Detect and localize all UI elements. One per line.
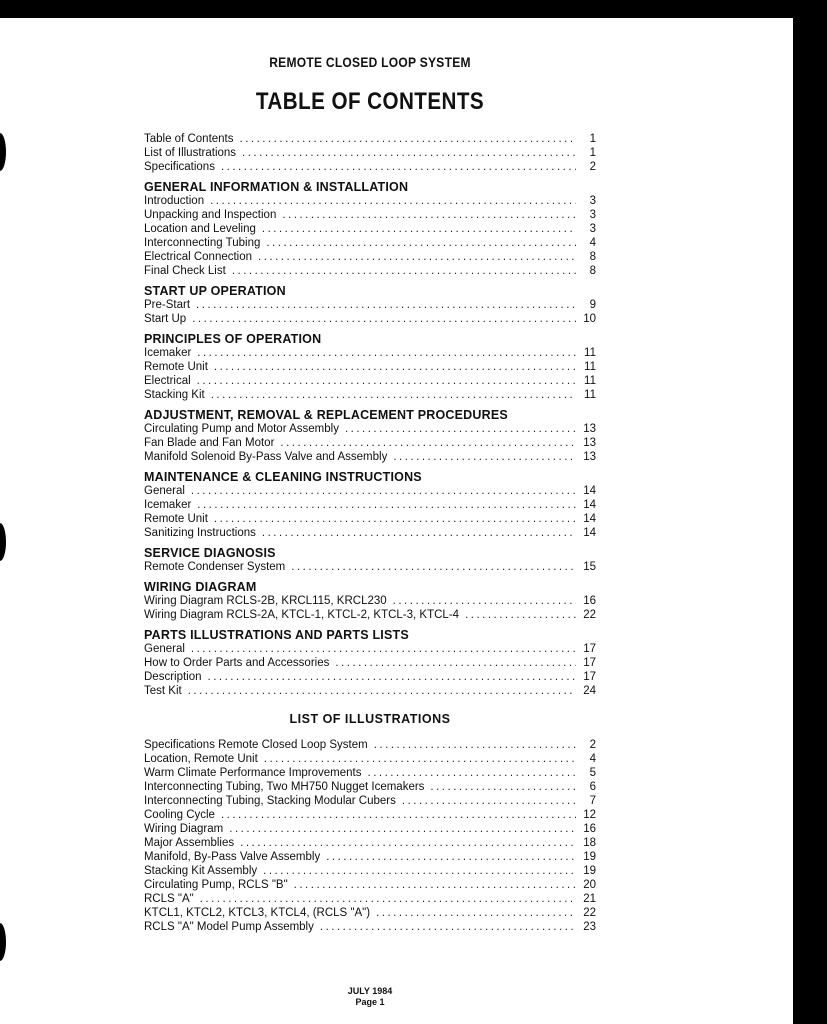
toc-entry-label: Remote Unit [144,513,208,525]
toc-entry-page: 10 [583,313,596,325]
toc-entry-label: Interconnecting Tubing, Two MH750 Nugget Icemakers [144,781,425,793]
toc-entry-page: 15 [583,561,596,573]
toc-entry [144,608,596,622]
toc-entry-page: 9 [589,299,596,311]
dot-leader [264,752,576,766]
toc-entry-label: Test Kit [144,685,182,697]
toc-entry [144,594,596,608]
toc-entry [144,388,596,402]
toc-entry-label: Interconnecting Tubing [144,237,261,249]
toc-entry [144,374,596,388]
dot-leader [320,920,576,934]
toc-entry [144,250,596,264]
toc-entry-page: 11 [584,361,596,373]
toc-entry-label: General [144,643,185,655]
dot-leader [368,766,577,780]
dot-leader [345,422,576,436]
toc-entry-page: 8 [589,251,596,263]
dot-leader [240,132,576,146]
toc-entry [144,132,596,146]
toc-entry-label: Manifold Solenoid By-Pass Valve and Assembly [144,451,388,463]
toc-entry-page: 2 [589,161,596,173]
toc-entry-label: Specifications [144,161,215,173]
toc-entry [144,484,596,498]
footer-page-number: Page 1 [355,997,385,1007]
toc-entry-page: 14 [583,499,596,511]
toc-entry-page: 22 [583,609,596,621]
toc-entry-page: 5 [589,767,596,779]
toc-entry-page: 20 [583,879,596,891]
document-page [0,18,793,1024]
dot-leader [200,892,576,906]
toc-entry-page: 11 [584,389,596,401]
toc-entry-page: 1 [589,147,596,159]
toc-entry [144,264,596,278]
toc-entry-label: Cooling Cycle [144,809,215,821]
dot-leader [465,608,576,622]
dot-leader [393,450,576,464]
toc-entry-label: Location and Leveling [144,223,256,235]
section-heading: PRINCIPLES OF OPERATION [144,332,322,346]
dot-leader [263,864,576,878]
toc-entry-page: 24 [583,685,596,697]
scan-binding-hole [0,523,6,561]
toc-entry [144,236,596,250]
dot-leader [240,836,576,850]
toc-entry-label: Wiring Diagram [144,823,224,835]
toc-entry [144,450,596,464]
toc-entry [144,864,596,878]
dot-leader [210,194,576,208]
dot-leader [232,264,576,278]
toc-entry-page: 8 [589,265,596,277]
toc-entry-label: Location, Remote Unit [144,753,258,765]
toc-entry-page: 3 [589,223,596,235]
toc-entry-page: 13 [583,451,596,463]
toc-entry [144,160,596,174]
dot-leader [266,236,576,250]
toc-entry [144,822,596,836]
toc-entry-label: Pre-Start [144,299,191,311]
dot-leader [291,560,576,574]
toc-entry [144,360,596,374]
toc-entry [144,752,596,766]
toc-entry-page: 14 [583,485,596,497]
toc-entry [144,850,596,864]
toc-entry [144,560,596,574]
toc-entry-page: 7 [589,795,596,807]
toc-entry-label: RCLS "A" Model Pump Assembly [144,921,314,933]
toc-entry-label: Description [144,671,202,683]
toc-entry [144,892,596,906]
dot-leader [242,146,576,160]
dot-leader [393,594,576,608]
toc-entry-page: 17 [583,671,596,683]
dot-leader [326,850,576,864]
footer-date: JULY 1984 [347,986,393,996]
dot-leader [229,822,576,836]
toc-entry-label: KTCL1, KTCL2, KTCL3, KTCL4, (RCLS "A") [144,907,371,919]
toc-entry-label: Table of Contents [144,133,234,145]
toc-entry-label: Major Assemblies [144,837,235,849]
section-heading: PARTS ILLUSTRATIONS AND PARTS LISTS [144,628,409,642]
toc-entry [144,208,596,222]
toc-entry-label: Electrical [144,375,191,387]
dot-leader [258,250,576,264]
toc-entry-page: 3 [589,195,596,207]
dot-leader [214,360,576,374]
toc-entry [144,794,596,808]
toc-entry-label: Unpacking and Inspection [144,209,277,221]
toc-entry-page: 6 [589,781,596,793]
toc-entry-label: Wiring Diagram RCLS-2A, KTCL-1, KTCL-2, KTCL-3, KTCL-4 [144,609,460,621]
section-heading: GENERAL INFORMATION & INSTALLATION [144,180,409,194]
toc-entry-page: 23 [583,921,596,933]
toc-entry-label: Specifications Remote Closed Loop System [144,739,368,751]
toc-entry-page: 17 [583,657,596,669]
toc-entry-page: 11 [584,375,596,387]
dot-leader [197,374,576,388]
system-title: REMOTE CLOSED LOOP SYSTEM [269,54,471,70]
toc-entry-label: Manifold, By-Pass Valve Assembly [144,851,321,863]
dot-leader [335,656,576,670]
toc-entry-label: Stacking Kit Assembly [144,865,258,877]
toc-entry [144,642,596,656]
toc-entry-label: Wiring Diagram RCLS-2B, KRCL115, KRCL230 [144,595,387,607]
toc-entry [144,656,596,670]
section-heading: SERVICE DIAGNOSIS [144,546,276,560]
toc-entry-page: 14 [583,527,596,539]
dot-leader [208,670,576,684]
dot-leader [282,208,576,222]
toc-entry-label: How to Order Parts and Accessories [144,657,330,669]
toc-entry [144,222,596,236]
section-heading: MAINTENANCE & CLEANING INSTRUCTIONS [144,470,422,484]
toc-entry-page: 21 [583,893,596,905]
toc-entry-page: 18 [583,837,596,849]
illustrations-heading: LIST OF ILLUSTRATIONS [289,712,451,726]
dot-leader [221,808,576,822]
scan-binding-hole [0,923,6,961]
toc-entry [144,738,596,752]
dot-leader [374,738,576,752]
toc-entry-page: 17 [583,643,596,655]
toc-entry-page: 22 [583,907,596,919]
toc-entry [144,526,596,540]
dot-leader [192,312,576,326]
toc-entry-page: 16 [583,823,596,835]
toc-entry [144,670,596,684]
toc-entry [144,512,596,526]
toc-entry [144,920,596,934]
dot-leader [262,526,576,540]
toc-entry-label: Interconnecting Tubing, Stacking Modular Cubers [144,795,396,807]
toc-entry-label: Electrical Connection [144,251,253,263]
toc-entry-page: 3 [589,209,596,221]
toc-entry-label: Icemaker [144,347,192,359]
toc-entry [144,346,596,360]
toc-entry-label: List of Illustrations [144,147,237,159]
toc-entry [144,312,596,326]
toc-entry-label: Icemaker [144,499,192,511]
toc-entry-page: 14 [583,513,596,525]
toc-entry-page: 12 [583,809,596,821]
toc-entry [144,906,596,920]
dot-leader [191,642,576,656]
toc-entry [144,422,596,436]
toc-entry-page: 1 [589,133,596,145]
toc-entry-label: Remote Unit [144,361,208,373]
toc-entry [144,298,596,312]
toc-entry [144,766,596,780]
toc-entry-page: 4 [589,753,596,765]
toc-entry-label: RCLS "A" [144,893,194,905]
toc-entry-page: 2 [589,739,596,751]
dot-leader [197,498,576,512]
dot-leader [402,794,576,808]
toc-entry-label: Final Check List [144,265,226,277]
dot-leader [211,388,576,402]
dot-leader [430,780,576,794]
section-heading: START UP OPERATION [144,284,286,298]
toc-entry-page: 16 [583,595,596,607]
toc-entry-label: Remote Condenser System [144,561,286,573]
section-heading: ADJUSTMENT, REMOVAL & REPLACEMENT PROCEDURES [144,408,508,422]
toc-entry [144,436,596,450]
toc-entry-label: Stacking Kit [144,389,205,401]
toc-entry-label: Sanitizing Instructions [144,527,256,539]
toc-entry-label: General [144,485,185,497]
toc-entry [144,146,596,160]
dot-leader [376,906,576,920]
dot-leader [188,684,576,698]
toc-entry-page: 19 [583,851,596,863]
toc-entry [144,684,596,698]
toc-entry-page: 11 [584,347,596,359]
toc-entry [144,498,596,512]
dot-leader [214,512,576,526]
toc-entry [144,836,596,850]
toc-entry-page: 19 [583,865,596,877]
toc-entry-label: Start Up [144,313,187,325]
dot-leader [197,346,576,360]
dot-leader [262,222,576,236]
toc-entry [144,808,596,822]
toc-entry-label: Introduction [144,195,205,207]
toc-entry-label: Circulating Pump, RCLS "B" [144,879,288,891]
toc-entry-page: 13 [583,437,596,449]
dot-leader [294,878,576,892]
dot-leader [196,298,576,312]
toc-entry-page: 4 [589,237,596,249]
toc-entry-page: 13 [583,423,596,435]
section-heading: WIRING DIAGRAM [144,580,257,594]
table-of-contents [144,132,596,934]
toc-entry-label: Circulating Pump and Motor Assembly [144,423,339,435]
toc-entry-label: Warm Climate Performance Improvements [144,767,362,779]
toc-entry [144,780,596,794]
dot-leader [221,160,576,174]
dot-leader [191,484,576,498]
toc-entry [144,878,596,892]
toc-entry [144,194,596,208]
page-title: TABLE OF CONTENTS [255,88,485,115]
toc-entry-label: Fan Blade and Fan Motor [144,437,275,449]
scan-binding-hole [0,133,6,171]
dot-leader [280,436,576,450]
